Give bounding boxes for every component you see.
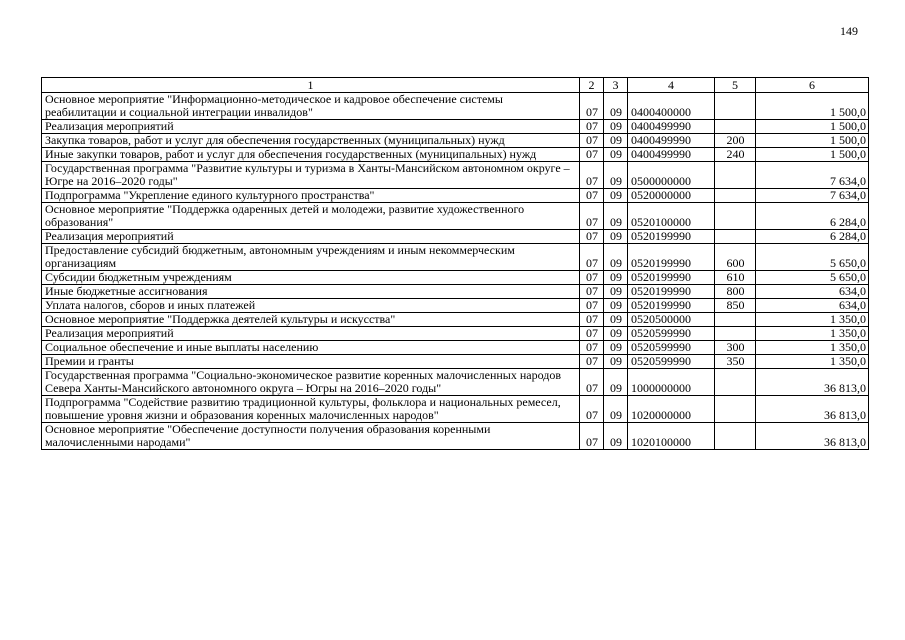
- row-section-cell: 07: [580, 285, 604, 299]
- row-section-cell: 07: [580, 230, 604, 244]
- row-amount-cell: 6 284,0: [756, 203, 869, 230]
- row-target-article-cell: 0400499990: [628, 120, 715, 134]
- row-expense-type-cell: [715, 93, 756, 120]
- row-name-cell: Основное мероприятие "Информационно-методическое и кадровое обеспечение системы реабилитации и социальной интеграции инвалидов": [42, 93, 580, 120]
- table-header-row: [42, 78, 869, 93]
- row-subsection-cell: 09: [604, 189, 628, 203]
- table-row: [42, 341, 869, 355]
- row-section-cell: 07: [580, 134, 604, 148]
- row-amount-cell: 7 634,0: [756, 189, 869, 203]
- row-section-cell: 07: [580, 396, 604, 423]
- row-subsection-cell: 09: [604, 313, 628, 327]
- table-row: [42, 396, 869, 423]
- row-name-cell: Реализация мероприятий: [42, 120, 580, 134]
- row-name-cell: Государственная программа "Развитие культуры и туризма в Ханты-Мансийском автономном округе – Югре на 2016–2020 годы": [42, 162, 580, 189]
- column-header-vr: 5: [715, 78, 756, 93]
- row-name-cell: Основное мероприятие "Обеспечение доступности получения образования коренными малочисленными народами": [42, 423, 580, 450]
- row-target-article-cell: 0520199990: [628, 299, 715, 313]
- row-section-cell: 07: [580, 162, 604, 189]
- row-target-article-cell: 0520500000: [628, 313, 715, 327]
- row-amount-cell: 634,0: [756, 299, 869, 313]
- row-expense-type-cell: [715, 162, 756, 189]
- row-name-cell: Реализация мероприятий: [42, 327, 580, 341]
- row-name-cell: Иные бюджетные ассигнования: [42, 285, 580, 299]
- row-amount-cell: 1 500,0: [756, 148, 869, 162]
- row-expense-type-cell: [715, 327, 756, 341]
- row-expense-type-cell: 240: [715, 148, 756, 162]
- row-target-article-cell: 0520199990: [628, 271, 715, 285]
- row-section-cell: 07: [580, 244, 604, 271]
- row-amount-cell: 1 500,0: [756, 120, 869, 134]
- row-target-article-cell: 0520599990: [628, 355, 715, 369]
- row-name-cell: Подпрограмма "Содействие развитию традиционной культуры, фольклора и национальных ремесел, повышение уровня жизни и образования коренных малочисленных народов": [42, 396, 580, 423]
- row-name-cell: Закупка товаров, работ и услуг для обеспечения государственных (муниципальных) нужд: [42, 134, 580, 148]
- table-row: [42, 189, 869, 203]
- row-subsection-cell: 09: [604, 327, 628, 341]
- row-amount-cell: 1 350,0: [756, 355, 869, 369]
- row-expense-type-cell: [715, 369, 756, 396]
- row-target-article-cell: 1020100000: [628, 423, 715, 450]
- table-body: [42, 93, 869, 450]
- row-subsection-cell: 09: [604, 369, 628, 396]
- table-row: [42, 244, 869, 271]
- row-expense-type-cell: [715, 203, 756, 230]
- table-row: [42, 271, 869, 285]
- row-expense-type-cell: 350: [715, 355, 756, 369]
- row-expense-type-cell: [715, 396, 756, 423]
- row-amount-cell: 36 813,0: [756, 396, 869, 423]
- row-expense-type-cell: [715, 230, 756, 244]
- row-section-cell: 07: [580, 355, 604, 369]
- row-section-cell: 07: [580, 327, 604, 341]
- row-section-cell: 07: [580, 148, 604, 162]
- row-name-cell: Основное мероприятие "Поддержка одаренных детей и молодежи, развитие художественного образования": [42, 203, 580, 230]
- table-row: [42, 355, 869, 369]
- row-amount-cell: 7 634,0: [756, 162, 869, 189]
- row-name-cell: Государственная программа "Социально-экономическое развитие коренных малочисленных народов Севера Ханты-Мансийского автономного округа – Югры на 2016–2020 годы": [42, 369, 580, 396]
- row-subsection-cell: 09: [604, 148, 628, 162]
- row-amount-cell: 36 813,0: [756, 423, 869, 450]
- table-row: [42, 369, 869, 396]
- row-section-cell: 07: [580, 423, 604, 450]
- table-row: [42, 423, 869, 450]
- row-section-cell: 07: [580, 299, 604, 313]
- row-target-article-cell: 0520599990: [628, 327, 715, 341]
- row-name-cell: Реализация мероприятий: [42, 230, 580, 244]
- row-amount-cell: 1 500,0: [756, 93, 869, 120]
- column-header-rz: 2: [580, 78, 604, 93]
- row-amount-cell: 6 284,0: [756, 230, 869, 244]
- table-row: [42, 120, 869, 134]
- row-amount-cell: 1 350,0: [756, 313, 869, 327]
- table-row: [42, 93, 869, 120]
- row-amount-cell: 634,0: [756, 285, 869, 299]
- row-amount-cell: 1 350,0: [756, 341, 869, 355]
- row-subsection-cell: 09: [604, 120, 628, 134]
- row-expense-type-cell: 610: [715, 271, 756, 285]
- row-section-cell: 07: [580, 341, 604, 355]
- row-target-article-cell: 0500000000: [628, 162, 715, 189]
- row-subsection-cell: 09: [604, 341, 628, 355]
- row-expense-type-cell: [715, 313, 756, 327]
- page-number: 149: [840, 24, 858, 38]
- table-row: [42, 148, 869, 162]
- row-name-cell: Основное мероприятие "Поддержка деятелей культуры и искусства": [42, 313, 580, 327]
- row-section-cell: 07: [580, 271, 604, 285]
- table-row: [42, 327, 869, 341]
- row-expense-type-cell: 300: [715, 341, 756, 355]
- row-expense-type-cell: [715, 423, 756, 450]
- row-amount-cell: 5 650,0: [756, 271, 869, 285]
- row-section-cell: 07: [580, 93, 604, 120]
- column-header-pr: 3: [604, 78, 628, 93]
- table-row: [42, 299, 869, 313]
- row-amount-cell: 36 813,0: [756, 369, 869, 396]
- row-name-cell: Уплата налогов, сборов и иных платежей: [42, 299, 580, 313]
- row-subsection-cell: 09: [604, 423, 628, 450]
- row-section-cell: 07: [580, 120, 604, 134]
- row-target-article-cell: 0400499990: [628, 148, 715, 162]
- row-subsection-cell: 09: [604, 203, 628, 230]
- row-section-cell: 07: [580, 313, 604, 327]
- table-row: [42, 230, 869, 244]
- row-target-article-cell: 0520199990: [628, 244, 715, 271]
- row-expense-type-cell: 600: [715, 244, 756, 271]
- table-row: [42, 203, 869, 230]
- row-expense-type-cell: 200: [715, 134, 756, 148]
- table-row: [42, 285, 869, 299]
- row-amount-cell: 1 500,0: [756, 134, 869, 148]
- row-target-article-cell: 0520599990: [628, 341, 715, 355]
- column-header-csr: 4: [628, 78, 715, 93]
- budget-table: [41, 77, 869, 450]
- row-target-article-cell: 0520199990: [628, 285, 715, 299]
- row-expense-type-cell: 850: [715, 299, 756, 313]
- row-subsection-cell: 09: [604, 93, 628, 120]
- row-target-article-cell: 1020000000: [628, 396, 715, 423]
- row-amount-cell: 5 650,0: [756, 244, 869, 271]
- table-row: [42, 134, 869, 148]
- column-header-sum: 6: [756, 78, 869, 93]
- row-name-cell: Предоставление субсидий бюджетным, автономным учреждениям и иным некоммерческим организациям: [42, 244, 580, 271]
- row-subsection-cell: 09: [604, 230, 628, 244]
- row-section-cell: 07: [580, 369, 604, 396]
- row-subsection-cell: 09: [604, 134, 628, 148]
- row-subsection-cell: 09: [604, 299, 628, 313]
- row-subsection-cell: 09: [604, 244, 628, 271]
- row-subsection-cell: 09: [604, 271, 628, 285]
- row-target-article-cell: 0520000000: [628, 189, 715, 203]
- row-section-cell: 07: [580, 189, 604, 203]
- column-header-name: 1: [42, 78, 580, 93]
- row-subsection-cell: 09: [604, 285, 628, 299]
- row-target-article-cell: 0520100000: [628, 203, 715, 230]
- table-row: [42, 313, 869, 327]
- row-target-article-cell: 0400499990: [628, 134, 715, 148]
- row-section-cell: 07: [580, 203, 604, 230]
- table-row: [42, 162, 869, 189]
- row-name-cell: Подпрограмма "Укрепление единого культурного пространства": [42, 189, 580, 203]
- row-name-cell: Иные закупки товаров, работ и услуг для обеспечения государственных (муниципальных) нужд: [42, 148, 580, 162]
- row-target-article-cell: 1000000000: [628, 369, 715, 396]
- row-amount-cell: 1 350,0: [756, 327, 869, 341]
- row-expense-type-cell: [715, 120, 756, 134]
- row-target-article-cell: 0400400000: [628, 93, 715, 120]
- row-name-cell: Субсидии бюджетным учреждениям: [42, 271, 580, 285]
- row-expense-type-cell: [715, 189, 756, 203]
- row-name-cell: Премии и гранты: [42, 355, 580, 369]
- row-name-cell: Социальное обеспечение и иные выплаты населению: [42, 341, 580, 355]
- row-subsection-cell: 09: [604, 162, 628, 189]
- row-subsection-cell: 09: [604, 396, 628, 423]
- row-expense-type-cell: 800: [715, 285, 756, 299]
- row-target-article-cell: 0520199990: [628, 230, 715, 244]
- row-subsection-cell: 09: [604, 355, 628, 369]
